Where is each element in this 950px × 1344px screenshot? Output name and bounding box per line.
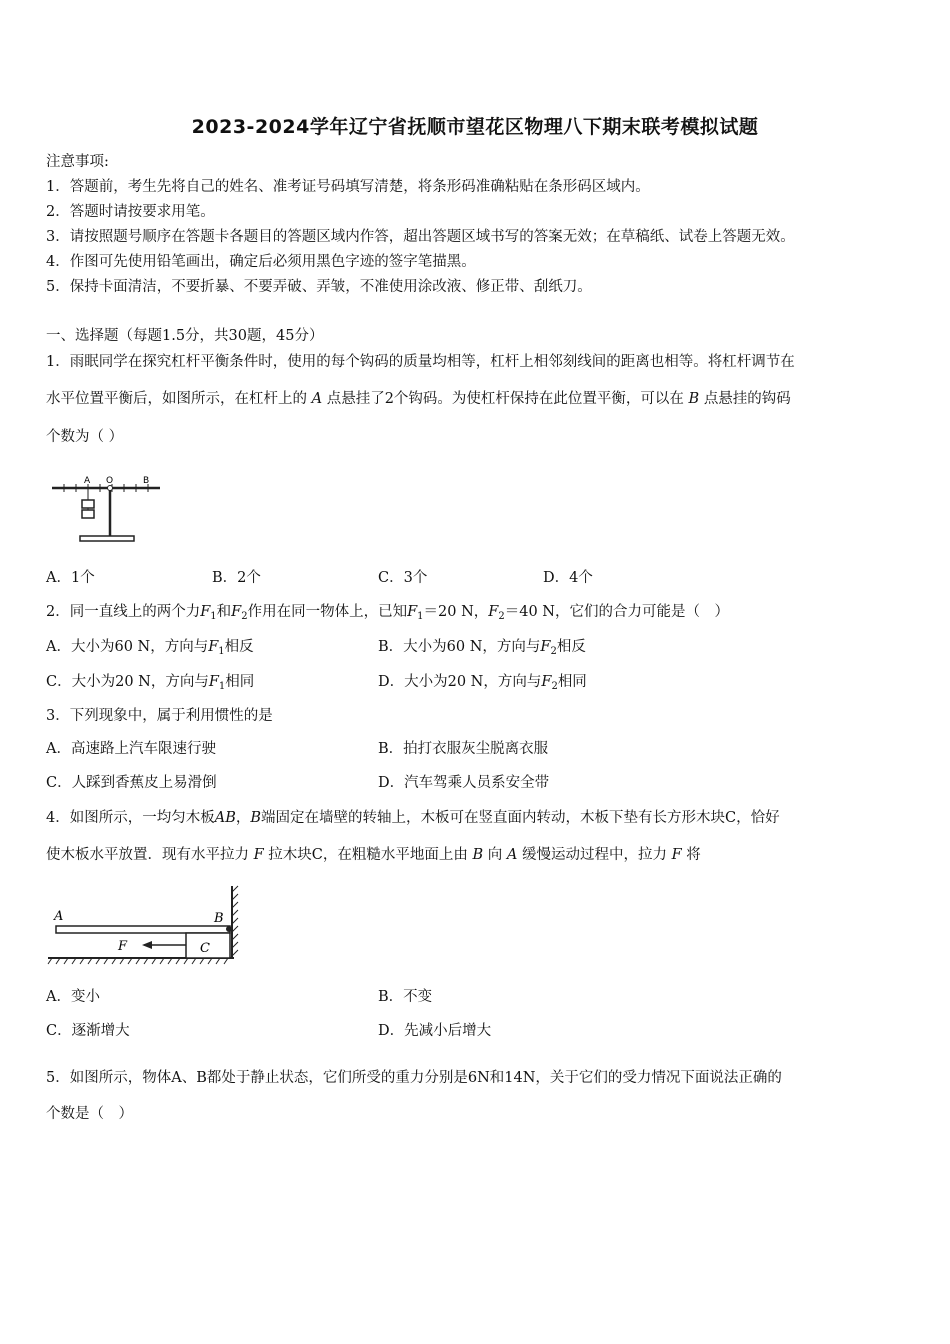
q4-line2: 使木板水平放置．现有水平拉力 F 拉木块C，在粗糙水平地面上由 B 向 A 缓慢运动过程中，拉力 F 将	[46, 847, 701, 863]
q3-option-a[interactable]: A．高速路上汽车限速行驶	[46, 741, 216, 757]
q1-option-d[interactable]: D．4个	[543, 570, 593, 586]
q2-option-b[interactable]: B．大小为60 N，方向与$F_2$相反	[378, 639, 586, 657]
q1-line1: 1．雨眠同学在探究杠杆平衡条件时，使用的每个钩码的质量均相等，杠杆上相邻刻线间的距离也相等。将杠杆调节在	[46, 354, 795, 370]
q4-option-c[interactable]: C．逐渐增大	[46, 1023, 130, 1039]
q4-option-b[interactable]: B．不变	[378, 989, 433, 1005]
q3-option-c[interactable]: C．人踩到香蕉皮上易滑倒	[46, 775, 217, 791]
section-heading: 一、选择题（每题1.5分，共30题，45分）	[46, 328, 324, 344]
lever-figure	[48, 470, 168, 548]
page-title: 2023-2024学年辽宁省抚顺市望花区物理八下期末联考模拟试题	[191, 116, 759, 138]
notice-item: 4．作图可先使用铅笔画出，确定后必须用黑色字迹的签字笔描黑。	[46, 254, 476, 270]
q4-option-d[interactable]: D．先减小后增大	[378, 1023, 492, 1039]
q2-option-d[interactable]: D．大小为20 N，方向与$F_2$相同	[378, 674, 587, 692]
block-label-c: C	[200, 941, 210, 956]
lever-label-b: B	[143, 476, 150, 486]
q1-line3: 个数为（ ）	[46, 429, 124, 445]
board-label-a: A	[54, 909, 64, 924]
q1-option-c[interactable]: C．3个	[378, 570, 428, 586]
notice-heading: 注意事项:	[46, 154, 109, 170]
board-label-b: B	[214, 911, 224, 926]
q3-stem: 3．下列现象中，属于利用惯性的是	[46, 708, 273, 724]
q4-option-a[interactable]: A．变小	[46, 989, 100, 1005]
notice-item: 1．答题前，考生先将自己的姓名、准考证号码填写清楚，将条形码准确粘贴在条形码区域内。	[46, 179, 650, 195]
lever-label-o: O	[106, 476, 114, 486]
q3-option-b[interactable]: B．拍打衣服灰尘脱离衣服	[378, 741, 549, 757]
q2-option-a[interactable]: A．大小为60 N，方向与$F_1$相反	[46, 639, 254, 657]
q5-line1: 5．如图所示，物体A、B都处于静止状态，它们所受的重力分别是6N和14N，关于它们的受力情况下面说法正确的	[46, 1070, 782, 1086]
notice-item: 5．保持卡面清洁，不要折暴、不要弄破、弄皱，不准使用涂改液、修正带、刮纸刀。	[46, 279, 592, 295]
q2-stem: 2．同一直线上的两个力$F_1$和$F_2$作用在同一物体上，已知$F_1=20$ N，$F_2=40$ N，它们的合力可能是（ ）	[46, 604, 729, 622]
q4-line1: 4．如图所示，一均匀木板AB，B端固定在墙壁的转轴上，木板可在竖直面内转动，木板下垫有长方形木块C，恰好	[46, 810, 780, 826]
q1-option-a[interactable]: A．1个	[46, 570, 95, 586]
board-figure	[46, 882, 240, 968]
notice-item: 2．答题时请按要求用笔。	[46, 204, 215, 220]
q5-line2: 个数是（ ）	[46, 1106, 133, 1122]
q1-line2: 水平位置平衡后，如图所示，在杠杆上的 A 点悬挂了2个钩码。为使杠杆保持在此位置平衡，可以在 B 点悬挂的钩码	[46, 391, 791, 407]
q1-option-b[interactable]: B．2个	[212, 570, 261, 586]
q3-option-d[interactable]: D．汽车驾乘人员系安全带	[378, 775, 550, 791]
notice-item: 3．请按照题号顺序在答题卡各题目的答题区域内作答，超出答题区域书写的答案无效；在草稿纸、试卷上答题无效。	[46, 229, 795, 245]
q2-option-c[interactable]: C．大小为20 N，方向与$F_1$相同	[46, 674, 255, 692]
force-label-f: F	[118, 939, 128, 954]
lever-label-a: A	[84, 476, 91, 486]
